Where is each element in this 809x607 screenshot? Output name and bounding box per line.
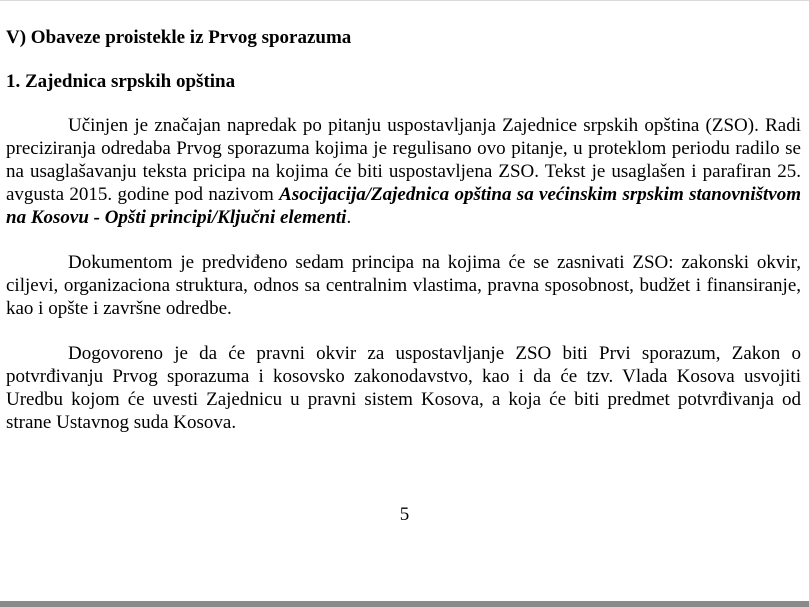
paragraph-2: Dokumentom je predviđeno sedam principa na kojima će se zasnivati ZSO: zakonski okvir, ciljevi, organizaciona struktura, odnos sa centralnim vlastima, pravna sposobnost, budžet i finansiranje, kao i opšte i završne odredbe. [6, 252, 801, 319]
top-divider [0, 0, 809, 1]
paragraph-1-text: Učinjen je značajan napredak po pitanju uspostavljanja Zajednice srpskih opština (ZSO). Radi preciziranja odredaba Prvog sporazuma kojima je regulisano ovo pitanje, u proteklom periodu radilo se na usaglašavanju teksta pricipa na kojima će biti uspostavljena ZSO. Tekst je usaglašen i parafiran 25. avgusta 2015. godine pod nazivom [6, 115, 801, 205]
paragraph-1 [6, 114, 801, 229]
paragraph-3: Dogovoreno je da će pravni okvir za uspostavljanje ZSO biti Prvi sporazum, Zakon o potvrđivanju Prvog sporazuma i kosovsko zakonodavstvo, kao i da će tzv. Vlada Kosova usvojiti Uredbu kojom će uvesti Zajednicu u pravni sistem Kosova, a koja će biti predmet potvrđivanja od strane Ustavnog suda Kosova. [6, 343, 801, 433]
document-body [6, 26, 801, 434]
paragraph-1-document-title: Asocijacija/Zajednica opština sa većinskim srpskim stanovništvom na Kosovu - Opšti principi/Ključni elementi [6, 184, 801, 228]
section-heading: V) Obaveze proistekle iz Prvog sporazuma [6, 27, 352, 48]
paragraph-1-end: . [346, 207, 352, 228]
bottom-bar [0, 601, 809, 607]
page-number: 5 [399, 504, 410, 525]
subsection-heading: 1. Zajednica srpskih opština [6, 71, 236, 92]
